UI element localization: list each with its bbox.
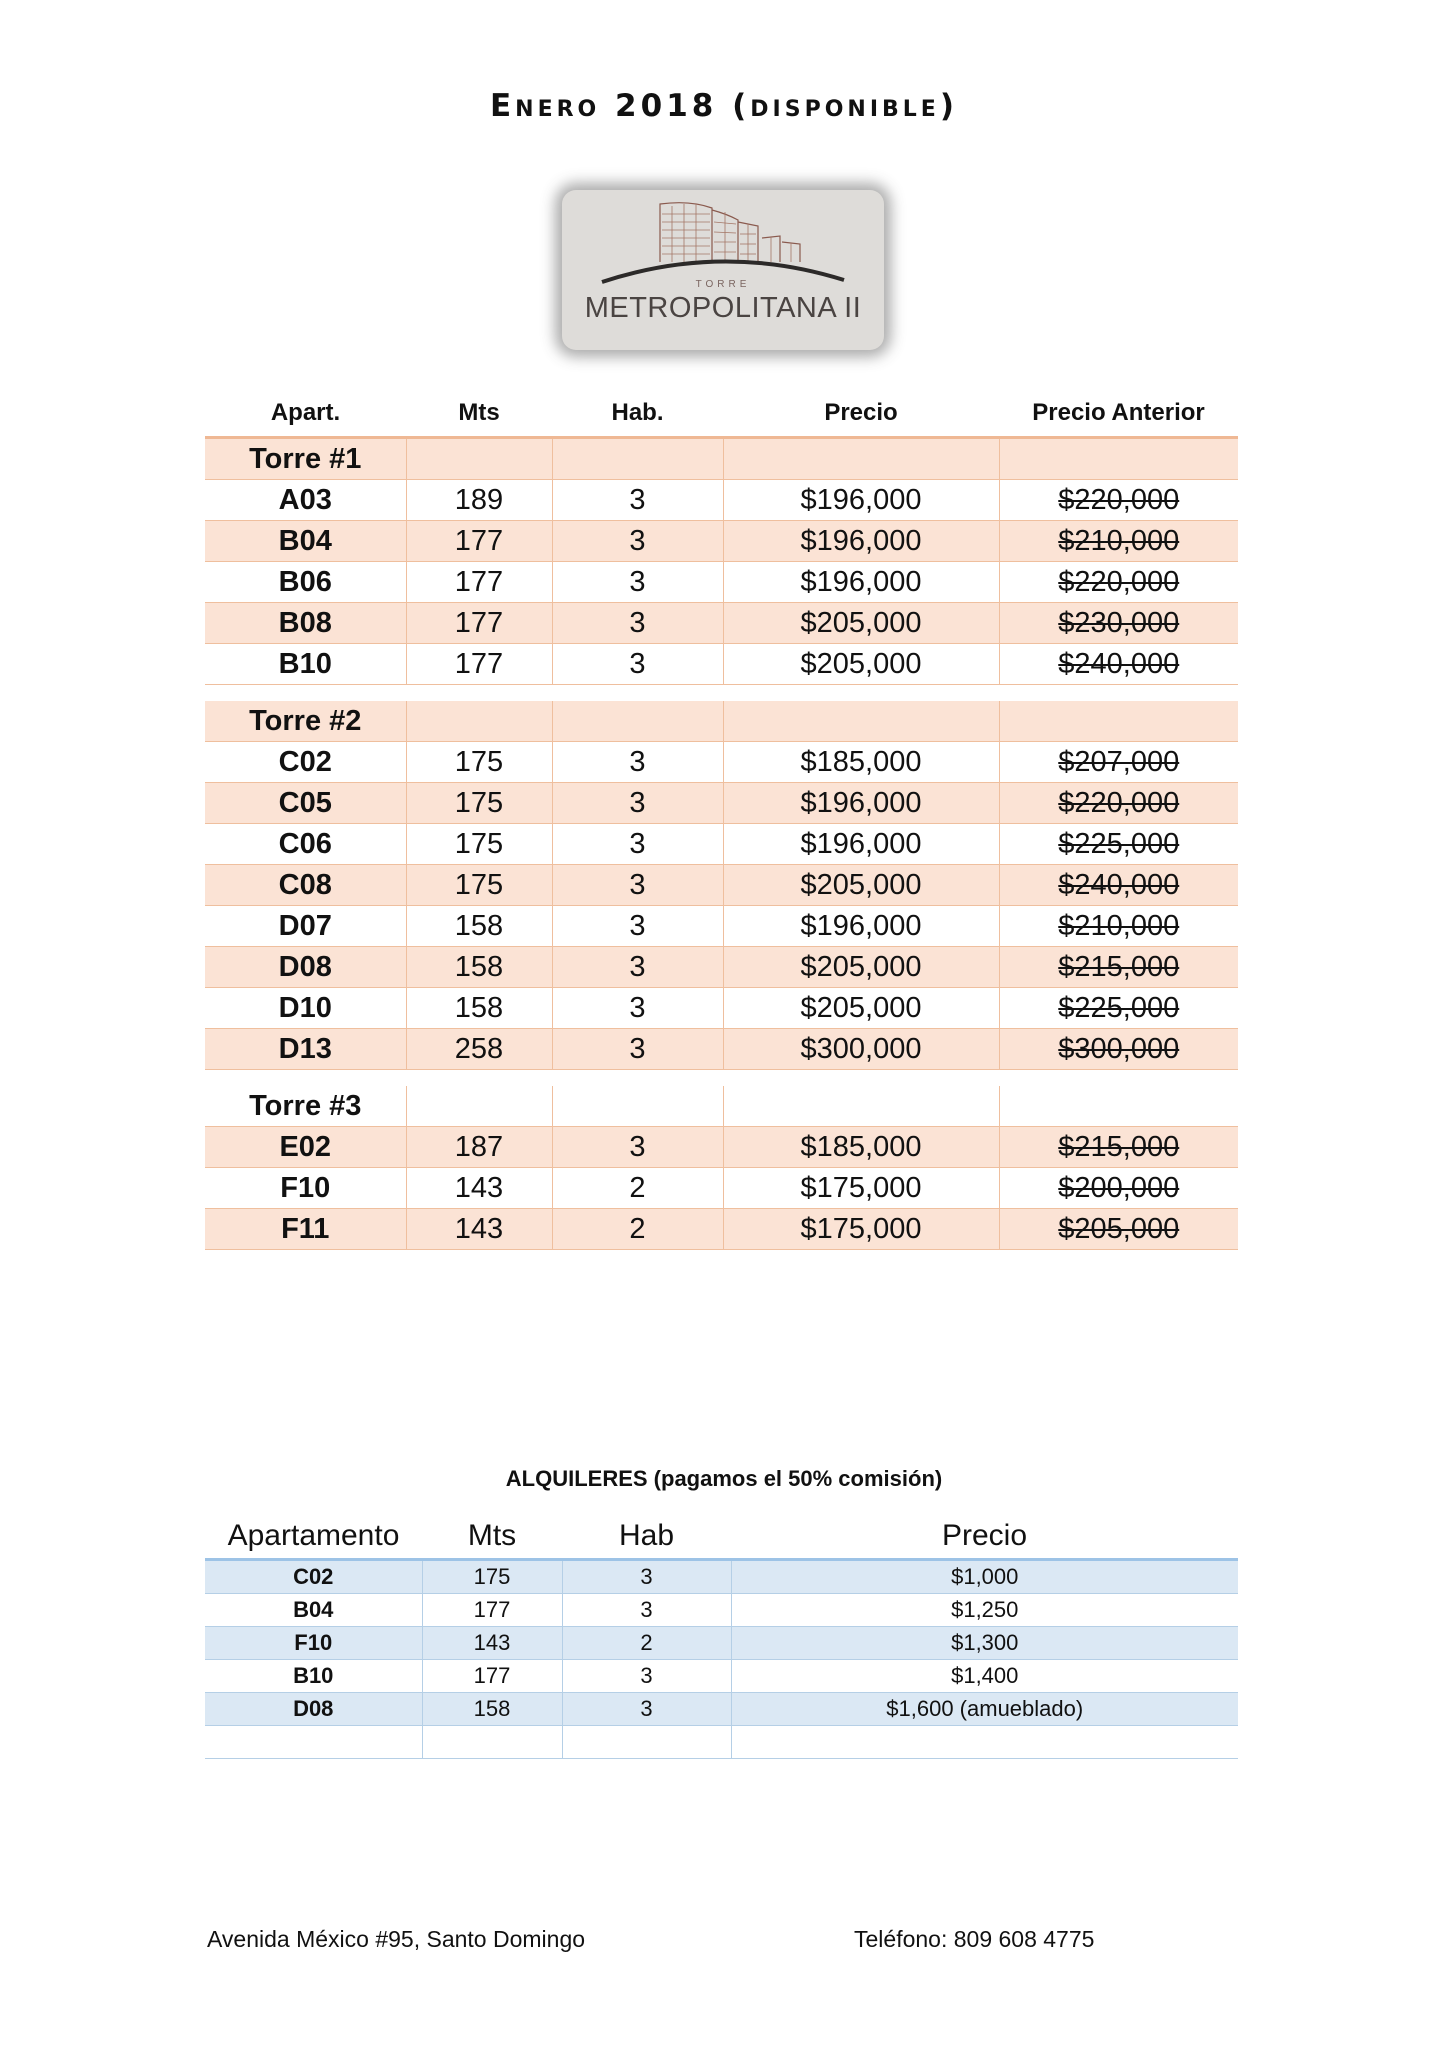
hab-cell: 3 — [552, 1127, 723, 1168]
precio-cell: $196,000 — [723, 824, 999, 865]
col-header-precio-anterior: Precio Anterior — [999, 390, 1238, 438]
logo-small-text: TORRE — [695, 279, 751, 290]
hab-cell: 3 — [562, 1560, 731, 1594]
mts-cell: 189 — [406, 480, 552, 521]
mts-cell: 175 — [406, 783, 552, 824]
apartamento-cell: C02 — [205, 1560, 422, 1594]
building-logo-icon — [562, 190, 884, 350]
hab-cell: 3 — [552, 783, 723, 824]
hab-cell: 3 — [552, 988, 723, 1029]
apart-cell: E02 — [205, 1127, 406, 1168]
mts-cell: 177 — [422, 1594, 562, 1627]
precio-cell: $205,000 — [723, 644, 999, 685]
precio-cell: $185,000 — [723, 742, 999, 783]
precio-anterior-cell: $230,000 — [999, 603, 1238, 644]
hab-cell: 3 — [552, 562, 723, 603]
empty-cell — [205, 1070, 406, 1087]
apart-cell: B10 — [205, 644, 406, 685]
apart-cell: B06 — [205, 562, 406, 603]
mts-cell: 177 — [406, 644, 552, 685]
col-header-apart: Apart. — [205, 390, 406, 438]
empty-cell — [406, 1086, 552, 1127]
apart-cell: C08 — [205, 865, 406, 906]
precio-cell: $196,000 — [723, 521, 999, 562]
mts-cell: 175 — [406, 824, 552, 865]
hab-cell: 2 — [552, 1168, 723, 1209]
table-row — [205, 1627, 1238, 1660]
mts-cell: 158 — [406, 947, 552, 988]
mts-cell: 177 — [406, 562, 552, 603]
empty-cell — [406, 701, 552, 742]
table-row — [205, 1594, 1238, 1627]
section-header-row — [205, 1086, 1238, 1127]
empty-cell — [552, 701, 723, 742]
mts-cell: 143 — [406, 1168, 552, 1209]
empty-cell — [552, 438, 723, 480]
empty-cell — [723, 701, 999, 742]
precio-anterior-cell: $220,000 — [999, 783, 1238, 824]
hab-cell: 3 — [552, 906, 723, 947]
precio-anterior-cell: $200,000 — [999, 1168, 1238, 1209]
mts-cell: 158 — [406, 988, 552, 1029]
empty-cell — [406, 438, 552, 480]
col-header-mts: Mts — [422, 1514, 562, 1560]
empty-cell — [723, 1070, 999, 1087]
table-row — [205, 947, 1238, 988]
table-row — [205, 562, 1238, 603]
precio-anterior-cell: $240,000 — [999, 865, 1238, 906]
rental-title: ALQUILERES (pagamos el 50% comisión) — [505, 1466, 943, 1491]
hab-cell: 3 — [552, 742, 723, 783]
precio-cell: $205,000 — [723, 865, 999, 906]
precio-cell: $205,000 — [723, 947, 999, 988]
section-label: Torre #3 — [205, 1086, 406, 1127]
hab-cell: 3 — [552, 603, 723, 644]
table-row — [205, 603, 1238, 644]
empty-cell — [999, 701, 1238, 742]
precio-anterior-cell: $220,000 — [999, 562, 1238, 603]
precio-cell: $185,000 — [723, 1127, 999, 1168]
table-row — [205, 1660, 1238, 1693]
apart-cell: A03 — [205, 480, 406, 521]
precio-anterior-cell: $207,000 — [999, 742, 1238, 783]
empty-cell — [999, 1086, 1238, 1127]
precio-anterior-cell: $205,000 — [999, 1209, 1238, 1250]
table-row — [205, 1029, 1238, 1070]
mts-cell: 175 — [406, 742, 552, 783]
precio-anterior-cell: $225,000 — [999, 824, 1238, 865]
precio-cell: $205,000 — [723, 988, 999, 1029]
table-row — [205, 988, 1238, 1029]
table-row — [205, 1168, 1238, 1209]
table-row — [205, 1560, 1238, 1594]
precio-cell: $205,000 — [723, 603, 999, 644]
apart-cell: D10 — [205, 988, 406, 1029]
table-row — [205, 1209, 1238, 1250]
mts-cell — [422, 1726, 562, 1759]
mts-cell: 187 — [406, 1127, 552, 1168]
empty-cell — [999, 1070, 1238, 1087]
apart-cell: F11 — [205, 1209, 406, 1250]
rental-header-row — [205, 1514, 1238, 1560]
precio-anterior-cell: $225,000 — [999, 988, 1238, 1029]
apartamento-cell — [205, 1726, 422, 1759]
table-row — [205, 1693, 1238, 1726]
apart-cell: D08 — [205, 947, 406, 988]
section-header-row — [205, 438, 1238, 480]
footer-phone: Teléfono: 809 608 4775 — [854, 1926, 1095, 1952]
precio-anterior-cell: $210,000 — [999, 521, 1238, 562]
apart-cell: D13 — [205, 1029, 406, 1070]
mts-cell: 258 — [406, 1029, 552, 1070]
apart-cell: C06 — [205, 824, 406, 865]
mts-cell: 143 — [422, 1627, 562, 1660]
sale-table — [205, 390, 1238, 1250]
table-row — [205, 480, 1238, 521]
mts-cell: 175 — [406, 865, 552, 906]
table-row — [205, 783, 1238, 824]
hab-cell: 3 — [562, 1660, 731, 1693]
empty-cell — [723, 438, 999, 480]
precio-cell: $1,600 (amueblado) — [731, 1693, 1238, 1726]
apartamento-cell: B04 — [205, 1594, 422, 1627]
apart-cell: B04 — [205, 521, 406, 562]
col-header-precio: Precio — [723, 390, 999, 438]
precio-cell: $1,250 — [731, 1594, 1238, 1627]
rental-table-body — [205, 1560, 1238, 1759]
mts-cell: 158 — [422, 1693, 562, 1726]
col-header-precio: Precio — [731, 1514, 1238, 1560]
empty-cell — [552, 685, 723, 702]
mts-cell: 177 — [406, 603, 552, 644]
mts-cell: 175 — [422, 1560, 562, 1594]
precio-anterior-cell: $210,000 — [999, 906, 1238, 947]
hab-cell: 2 — [562, 1627, 731, 1660]
apart-cell: F10 — [205, 1168, 406, 1209]
sale-table-body — [205, 438, 1238, 1250]
rental-table — [205, 1514, 1238, 1759]
apart-cell: C05 — [205, 783, 406, 824]
hab-cell — [562, 1726, 731, 1759]
section-gap-row — [205, 1070, 1238, 1087]
table-row — [205, 644, 1238, 685]
empty-cell — [552, 1086, 723, 1127]
precio-cell: $1,400 — [731, 1660, 1238, 1693]
mts-cell: 177 — [406, 521, 552, 562]
precio-cell: $175,000 — [723, 1209, 999, 1250]
hab-cell: 3 — [552, 644, 723, 685]
empty-cell — [406, 1070, 552, 1087]
empty-cell — [999, 438, 1238, 480]
section-label: Torre #1 — [205, 438, 406, 480]
mts-cell: 143 — [406, 1209, 552, 1250]
precio-cell: $196,000 — [723, 480, 999, 521]
table-row — [205, 1127, 1238, 1168]
table-row — [205, 865, 1238, 906]
hab-cell: 3 — [552, 947, 723, 988]
precio-cell: $196,000 — [723, 562, 999, 603]
section-label: Torre #2 — [205, 701, 406, 742]
footer-address: Avenida México #95, Santo Domingo — [207, 1926, 586, 1952]
apart-cell: C02 — [205, 742, 406, 783]
table-row — [205, 906, 1238, 947]
table-row — [205, 742, 1238, 783]
apartamento-cell: F10 — [205, 1627, 422, 1660]
precio-cell: $1,000 — [731, 1560, 1238, 1594]
precio-cell: $196,000 — [723, 783, 999, 824]
table-row — [205, 1726, 1238, 1759]
sale-header-row — [205, 390, 1238, 438]
precio-anterior-cell: $215,000 — [999, 1127, 1238, 1168]
precio-anterior-cell: $300,000 — [999, 1029, 1238, 1070]
empty-cell — [552, 1070, 723, 1087]
hab-cell: 3 — [562, 1594, 731, 1627]
section-header-row — [205, 701, 1238, 742]
col-header-hab: Hab. — [552, 390, 723, 438]
col-header-mts: Mts — [406, 390, 552, 438]
page-title: Enero 2018 (disponible) — [490, 88, 958, 124]
mts-cell: 158 — [406, 906, 552, 947]
precio-anterior-cell: $220,000 — [999, 480, 1238, 521]
hab-cell: 2 — [552, 1209, 723, 1250]
apart-cell: B08 — [205, 603, 406, 644]
building-logo-graphic — [562, 190, 884, 350]
col-header-apartamento: Apartamento — [205, 1514, 422, 1560]
section-gap-row — [205, 685, 1238, 702]
col-header-hab: Hab — [562, 1514, 731, 1560]
precio-anterior-cell: $240,000 — [999, 644, 1238, 685]
hab-cell: 3 — [552, 480, 723, 521]
hab-cell: 3 — [552, 824, 723, 865]
empty-cell — [205, 685, 406, 702]
empty-cell — [723, 1086, 999, 1127]
mts-cell: 177 — [422, 1660, 562, 1693]
precio-cell: $196,000 — [723, 906, 999, 947]
logo-name: METROPOLITANA II — [584, 292, 862, 324]
hab-cell: 3 — [552, 521, 723, 562]
hab-cell: 3 — [552, 865, 723, 906]
hab-cell: 3 — [552, 1029, 723, 1070]
empty-cell — [406, 685, 552, 702]
apartamento-cell: B10 — [205, 1660, 422, 1693]
precio-cell — [731, 1726, 1238, 1759]
table-row — [205, 824, 1238, 865]
empty-cell — [723, 685, 999, 702]
table-row — [205, 521, 1238, 562]
precio-cell: $300,000 — [723, 1029, 999, 1070]
precio-cell: $175,000 — [723, 1168, 999, 1209]
apartamento-cell: D08 — [205, 1693, 422, 1726]
precio-anterior-cell: $215,000 — [999, 947, 1238, 988]
apart-cell: D07 — [205, 906, 406, 947]
precio-cell: $1,300 — [731, 1627, 1238, 1660]
empty-cell — [999, 685, 1238, 702]
hab-cell: 3 — [562, 1693, 731, 1726]
